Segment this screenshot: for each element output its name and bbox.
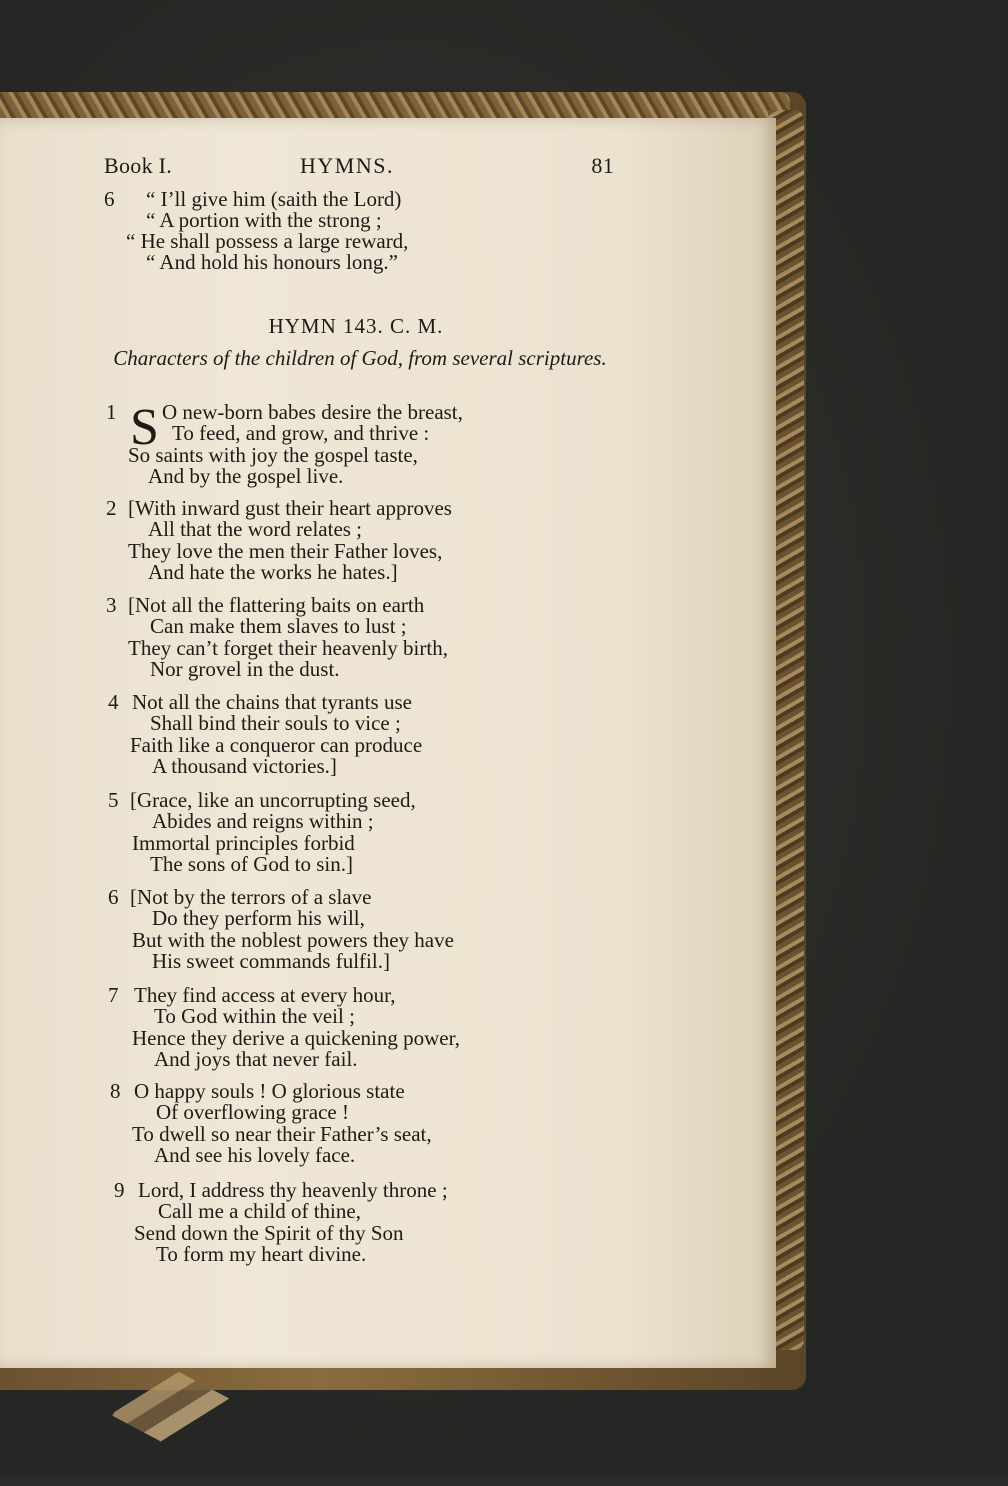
running-header	[104, 153, 614, 179]
verse-line: O new-born babes desire the breast,	[162, 400, 463, 424]
verse-number: 8	[110, 1079, 121, 1103]
hymn-title: HYMN 143. C. M.	[268, 314, 444, 338]
verse-number: 3	[106, 593, 117, 617]
verse-line: “ He shall possess a large reward,	[126, 229, 409, 253]
header-book: Book I.	[104, 153, 173, 178]
verse-line: Of overflowing grace !	[156, 1100, 349, 1124]
verse-number: 5	[108, 788, 119, 812]
verse-line: Do they perform his will,	[152, 906, 365, 930]
verse-line: Can make them slaves to lust ;	[150, 614, 407, 638]
verse-line: So saints with joy the gospel taste,	[128, 443, 418, 467]
verse-line: They find access at every hour,	[134, 983, 396, 1007]
verse-line: Nor grovel in the dust.	[150, 657, 340, 681]
verse-number: 1	[106, 400, 117, 424]
verse-line: The sons of God to sin.]	[150, 852, 353, 876]
verse-3	[106, 595, 576, 685]
verse-line: Send down the Spirit of thy Son	[134, 1221, 404, 1245]
verse-line: And joys that never fail.	[154, 1047, 358, 1071]
verse-7	[108, 985, 578, 1075]
page-number: 81	[591, 153, 614, 178]
verse-number: 6	[108, 885, 119, 909]
verse-line: To God within the veil ;	[154, 1004, 355, 1028]
verse-number: 2	[106, 496, 117, 520]
verse-line: Call me a child of thine,	[158, 1199, 361, 1223]
verse-5	[108, 790, 578, 880]
verse-line: “ And hold his honours long.”	[146, 250, 398, 274]
verse-line: They can’t forget their heavenly birth,	[128, 636, 448, 660]
verse-line: “ A portion with the strong ;	[146, 208, 382, 232]
verse-line: Immortal principles forbid	[132, 831, 355, 855]
verse-line: Hence they derive a quickening power,	[132, 1026, 461, 1050]
verse-number: 9	[114, 1178, 125, 1202]
verse-line: But with the noblest powers they have	[132, 928, 454, 952]
verse-number: 7	[108, 983, 119, 1007]
verse-1	[106, 399, 576, 492]
verse-number: 4	[108, 690, 119, 714]
verse-line: To feed, and grow, and thrive :	[172, 421, 430, 445]
verse-line: His sweet commands fulfil.]	[152, 949, 390, 973]
verse-line: And see his lovely face.	[154, 1143, 356, 1167]
verse-line: O happy souls ! O glorious state	[134, 1079, 405, 1103]
verse-line: And by the gospel live.	[148, 464, 344, 488]
verse-line: They love the men their Father loves,	[128, 539, 443, 563]
verse-4	[108, 692, 578, 782]
verse-line: “ I’ll give him (saith the Lord)	[146, 187, 402, 211]
verse-number: 6	[104, 187, 115, 211]
header-title: HYMNS.	[300, 153, 394, 178]
verse-line: Shall bind their souls to vice ;	[150, 711, 401, 735]
verse-9	[114, 1180, 584, 1270]
hymn-subtitle: Characters of the children of God, from several scriptures.	[113, 346, 607, 370]
verse-line: To form my heart divine.	[156, 1242, 367, 1266]
verse-6	[108, 887, 578, 977]
drop-cap: S	[130, 399, 159, 456]
verse-line: [With inward gust their heart approves	[128, 496, 452, 520]
prev-verse	[104, 189, 624, 279]
verse-line: [Not by the terrors of a slave	[130, 885, 372, 909]
verse-2	[106, 498, 576, 588]
verse-line: Faith like a conqueror can produce	[130, 733, 423, 757]
verse-line: All that the word relates ;	[148, 517, 363, 541]
verse-line: And hate the works he hates.]	[148, 560, 398, 584]
verse-line: Abides and reigns within ;	[152, 809, 374, 833]
verse-line: [Not all the flattering baits on earth	[128, 593, 425, 617]
verse-line: A thousand victories.]	[152, 754, 337, 778]
verse-line: To dwell so near their Father’s seat,	[132, 1122, 432, 1146]
verse-line: Not all the chains that tyrants use	[132, 690, 412, 714]
verse-8	[110, 1081, 580, 1171]
verse-line: Lord, I address thy heavenly throne ;	[138, 1178, 448, 1202]
verse-line: [Grace, like an uncorrupting seed,	[130, 788, 416, 812]
